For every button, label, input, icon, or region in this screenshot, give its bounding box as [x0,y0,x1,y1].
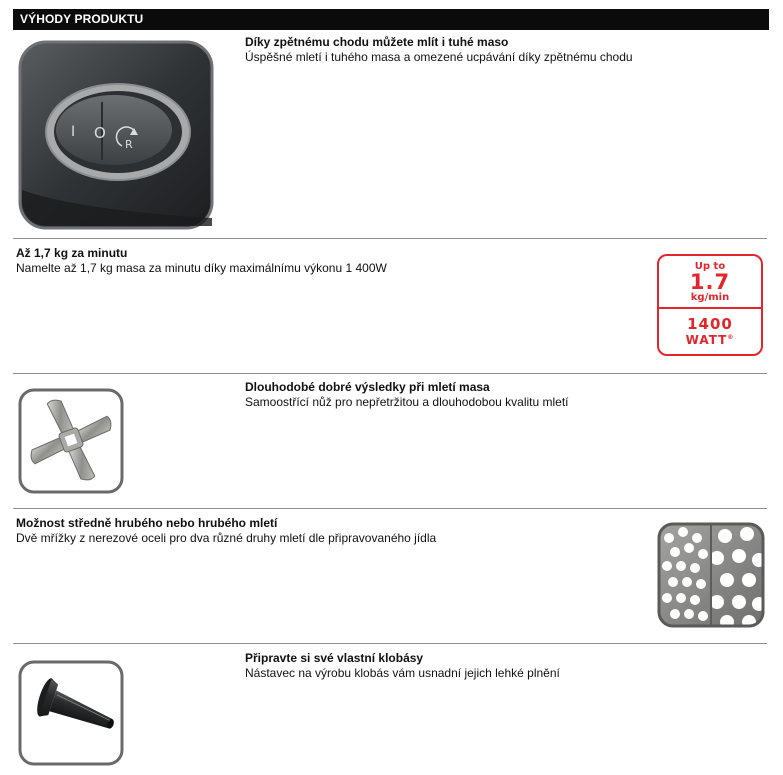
grinding-plates-icon [657,522,765,628]
feature-power [16,246,616,276]
feature-title: Připravte si své vlastní klobásy [245,651,424,665]
badge-unit: kg/min [690,292,730,303]
feature-description: Nástavec na výrobu klobás vám usnadní jejich lehké plnění [245,666,560,680]
divider [13,373,767,374]
badge-power-unit: WATT® [685,333,735,347]
switch-reverse-label: R [125,138,133,151]
badge-value: 1.7 [689,270,731,294]
divider [13,643,767,644]
feature-title: Díky zpětnému chodu můžete mlít i tuhé maso [245,35,509,49]
feature-description: Dvě mřížky z nerezové oceli pro dva různé druhy mletí dle připravovaného jídla [16,531,437,545]
feature-plates [16,516,636,546]
switch-off-label: O [94,124,106,142]
feature-title: Možnost středně hrubého nebo hrubého mletí [16,516,278,530]
badge-separator [659,307,761,309]
grinding-plates-image [657,522,765,628]
section-header [13,9,769,30]
feature-sausage [245,651,765,681]
feature-title: Až 1,7 kg za minutu [16,246,128,260]
switch-on-label: I [71,124,76,140]
sausage-nozzle-image [18,660,124,766]
section-title: VÝHODY PRODUKTU [20,12,144,26]
switch-image [18,40,214,230]
badge-power: 1400 [687,315,733,333]
feature-blade [245,380,765,410]
feature-description: Úspěšné mletí i tuhého masa a omezené ucpávání díky zpětnému chodu [245,50,633,64]
blade-image [18,388,124,494]
feature-title: Dlouhodobé dobré výsledky při mletí masa [245,380,490,394]
badge-up-to: Up to [694,261,726,272]
feature-reverse [245,35,765,65]
feature-description: Samoostřící nůž pro nepřetržitou a dlouhodobou kvalitu mletí [245,395,569,409]
power-badge [657,254,763,356]
feature-description: Namelte až 1,7 kg masa za minutu díky maximálnímu výkonu 1 400W [16,261,387,275]
divider [13,238,767,239]
divider [13,508,767,509]
